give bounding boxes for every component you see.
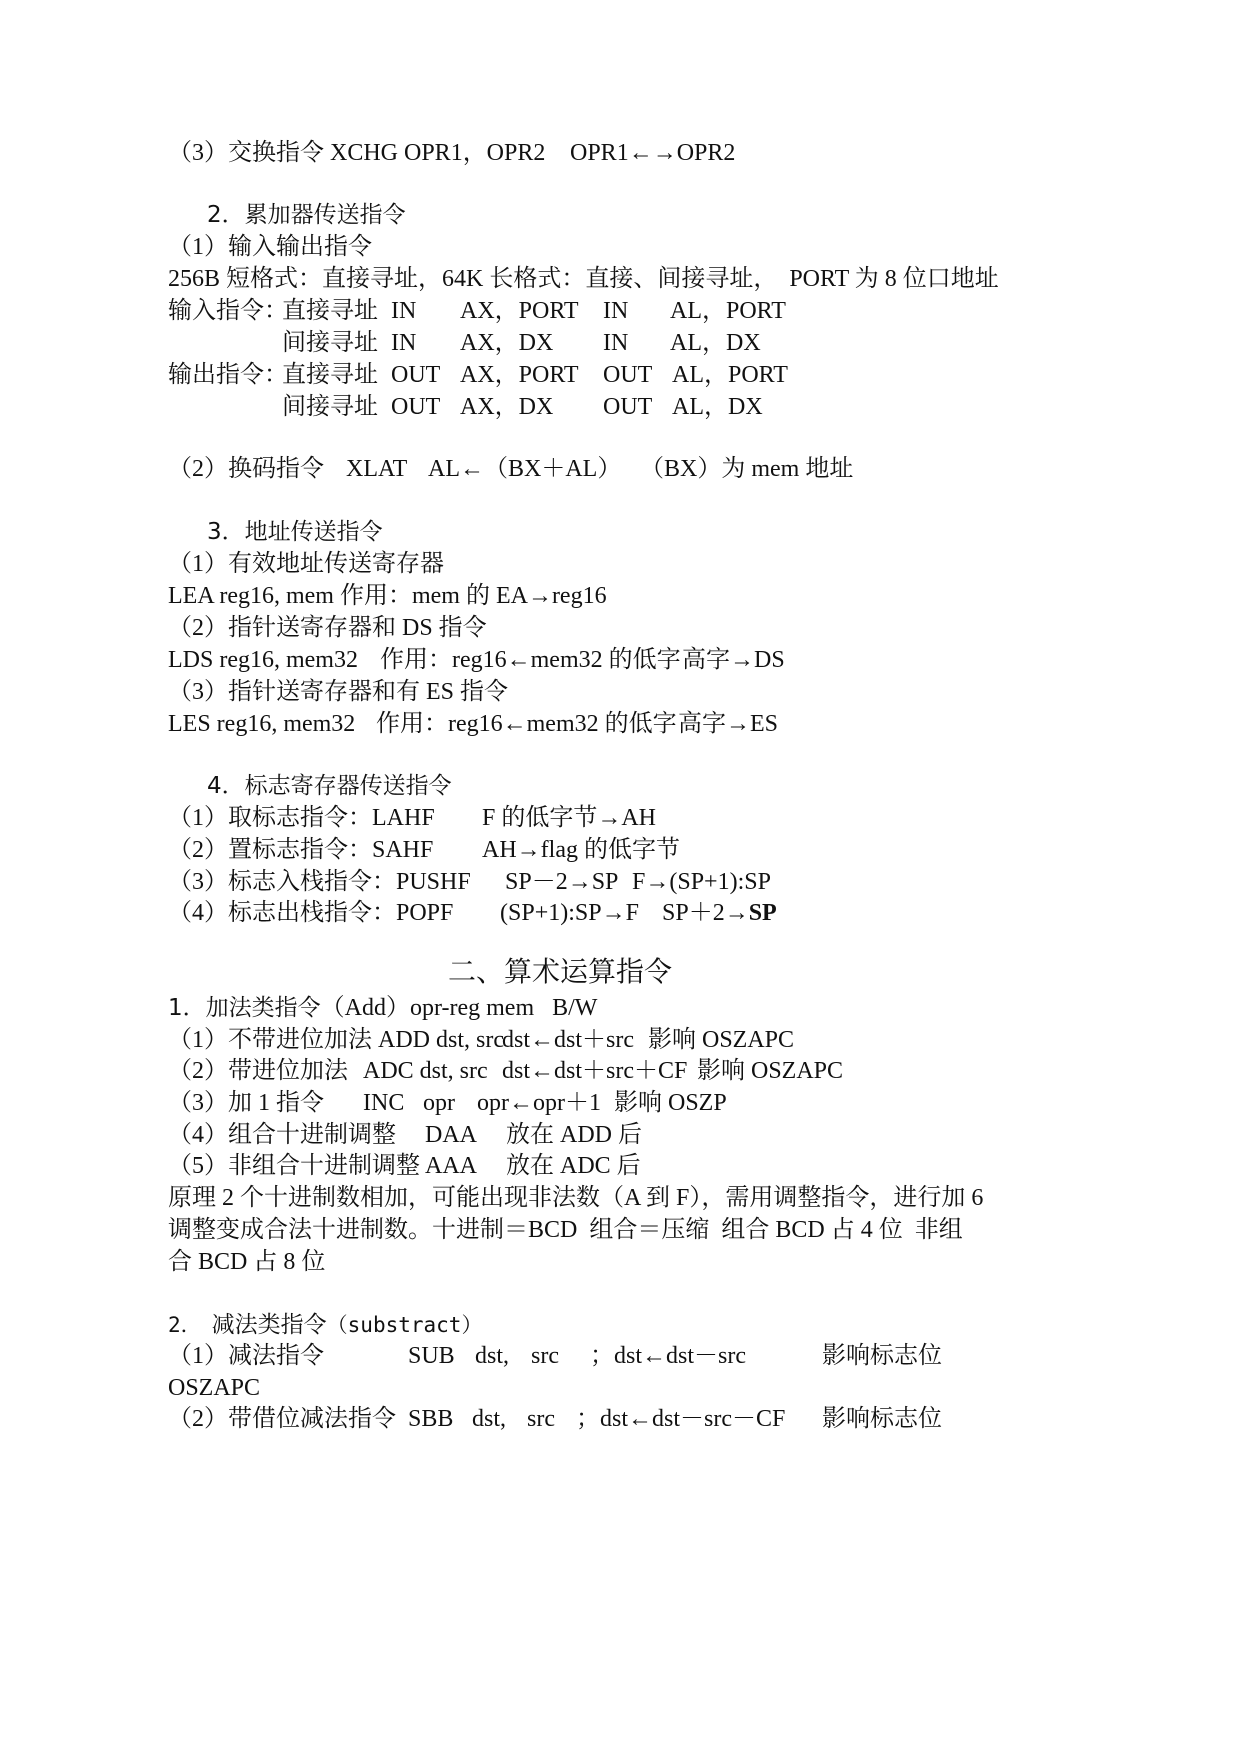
out-indirect-op1: OUT [391,394,441,420]
in-indirect-op2: IN [603,330,629,356]
sub-flags: 影响标志位 [822,1343,942,1369]
flag-transfer-heading: 4．标志寄存器传送指令 [207,773,452,799]
sub-effect: ；dst←dst－src [590,1343,746,1369]
sub-flags-cont: OSZAPC [168,1375,261,1401]
les-op: LES reg16, mem32 [168,711,356,737]
inc-label: （3）加 1 指令 [168,1090,324,1116]
add-heading-main: 1．加法类指令 [168,995,321,1021]
lea-subheading: （1）有效地址传送寄存器 [168,551,444,577]
sbb-arg1: dst, [472,1406,507,1432]
out-indirect-mode: 间接寻址 [282,394,378,420]
sub-heading [168,1310,482,1340]
in-direct-arg1: AX，PORT [460,298,579,324]
aaa-label: （5）非组合十进制调整 [168,1153,420,1179]
out-label: 输出指令： [168,362,288,388]
sub-label: （1）减法指令 [168,1343,324,1369]
sub-arg2: src [531,1343,559,1369]
sub-heading-text: 减法类指令 [211,1312,327,1338]
in-label: 输入指令： [168,298,288,324]
in-direct-arg2: AL，PORT [670,298,786,324]
xlat-effect: AL←（BX＋AL） [428,456,622,482]
popf-effect: (SP+1):SP→F [500,900,639,926]
popf-effect2 [662,898,777,928]
xlat-note: （BX）为 mem 地址 [640,456,854,482]
inc-flags: 影响 OSZP [614,1090,727,1116]
xchg-label: （3）交换指令 XCHG [168,140,399,166]
xchg-effect: OPR1←→OPR2 [570,140,736,166]
xlat-op: XLAT [346,456,408,482]
sub-heading-en: （substract） [326,1313,483,1337]
sahf-label: （2）置标志指令：SAHF [168,837,434,863]
out-direct-arg1: AX，PORT [460,362,579,388]
add-heading-rest: （Add）opr-reg mem B/W [320,995,598,1021]
lds-high: 高字→DS [682,647,785,673]
pushf-label: （3）标志入栈指令：PUSHF [168,869,471,895]
in-indirect-arg2: AL，DX [670,330,761,356]
lahf-label: （1）取标志指令：LAHF [168,805,435,831]
inc-effect: opr←opr＋1 [477,1090,601,1116]
adc-op: ADC dst, src [363,1058,488,1084]
out-indirect-op2: OUT [603,394,653,420]
sbb-arg2: src [527,1406,555,1432]
out-direct-arg2: AL，PORT [672,362,788,388]
sbb-effect: ；dst←dst－src－CF [576,1406,786,1432]
popf-effect2-sp: SP [748,900,777,926]
format-line: 256B 短格式：直接寻址，64K 长格式：直接、间接寻址， PORT 为 8 位口地址 [168,266,999,292]
sub-heading-num: 2． [168,1313,202,1337]
addr-transfer-heading: 3．地址传送指令 [207,519,383,545]
les-high: 高字→ES [678,711,779,737]
principle-line-3: 合 BCD 占 8 位 [168,1249,326,1275]
in-indirect-op1: IN [391,330,417,356]
sub-op: SUB [408,1343,455,1369]
lds-effect: 作用：reg16←mem32 的低字 [380,647,681,673]
add-label: （1）不带进位加法 ADD dst, src [168,1027,504,1053]
daa-op: DAA [425,1122,477,1148]
adc-label: （2）带进位加法 [168,1058,348,1084]
sbb-flags: 影响标志位 [822,1406,942,1432]
pushf-effect2: F→(SP+1):SP [632,869,771,895]
in-direct-mode: 直接寻址 [282,298,378,324]
sbb-label: （2）带借位减法指令 [168,1406,396,1432]
add-flags: 影响 OSZAPC [648,1027,795,1053]
in-direct-op1: IN [391,298,417,324]
principle-line-2: 调整变成合法十进制数。十进制＝BCD 组合＝压缩 组合 BCD 占 4 位 非组 [168,1217,963,1243]
add-heading [168,993,597,1023]
lds-op: LDS reg16, mem32 [168,647,358,673]
in-direct-op2: IN [603,298,629,324]
sahf-effect: AH→flag 的低字节 [482,837,680,863]
aaa-note: 放在 ADC 后 [506,1153,641,1179]
inc-op: INC [363,1090,405,1116]
acc-transfer-heading: 2．累加器传送指令 [207,202,406,228]
lds-subheading: （2）指针送寄存器和 DS 指令 [168,615,487,641]
lahf-effect: F 的低字节→AH [482,805,657,831]
arith-title: 二、算术运算指令 [448,955,673,988]
sbb-op: SBB [408,1406,454,1432]
out-indirect-arg2: AL，DX [672,394,763,420]
principle-line-1: 原理 2 个十进制数相加，可能出现非法数（A 到 F），需用调整指令，进行加 6 [168,1185,984,1211]
popf-effect2-text: SP＋2→ [662,900,749,926]
les-effect: 作用：reg16←mem32 的低字 [376,711,677,737]
inc-arg: opr [423,1090,455,1116]
io-subheading: （1）输入输出指令 [168,234,372,260]
in-indirect-mode: 间接寻址 [282,330,378,356]
lea-line: LEA reg16, mem 作用：mem 的 EA→reg16 [168,583,607,609]
adc-flags: 影响 OSZAPC [697,1058,844,1084]
out-direct-mode: 直接寻址 [282,362,378,388]
les-subheading: （3）指针送寄存器和有 ES 指令 [168,679,509,705]
aaa-op: AAA [425,1153,477,1179]
xchg-operands: OPR1，OPR2 [404,140,546,166]
daa-label: （4）组合十进制调整 [168,1122,396,1148]
popf-label: （4）标志出栈指令：POPF [168,900,454,926]
out-direct-op2: OUT [603,362,653,388]
xlat-label: （2）换码指令 [168,456,324,482]
sub-arg1: dst, [475,1343,510,1369]
pushf-effect: SP－2→SP [505,869,619,895]
out-indirect-arg1: AX，DX [460,394,554,420]
adc-effect: dst←dst＋src＋CF [502,1058,688,1084]
out-direct-op1: OUT [391,362,441,388]
add-effect: dst←dst＋src [502,1027,634,1053]
in-indirect-arg1: AX，DX [460,330,554,356]
daa-note: 放在 ADD 后 [506,1122,642,1148]
